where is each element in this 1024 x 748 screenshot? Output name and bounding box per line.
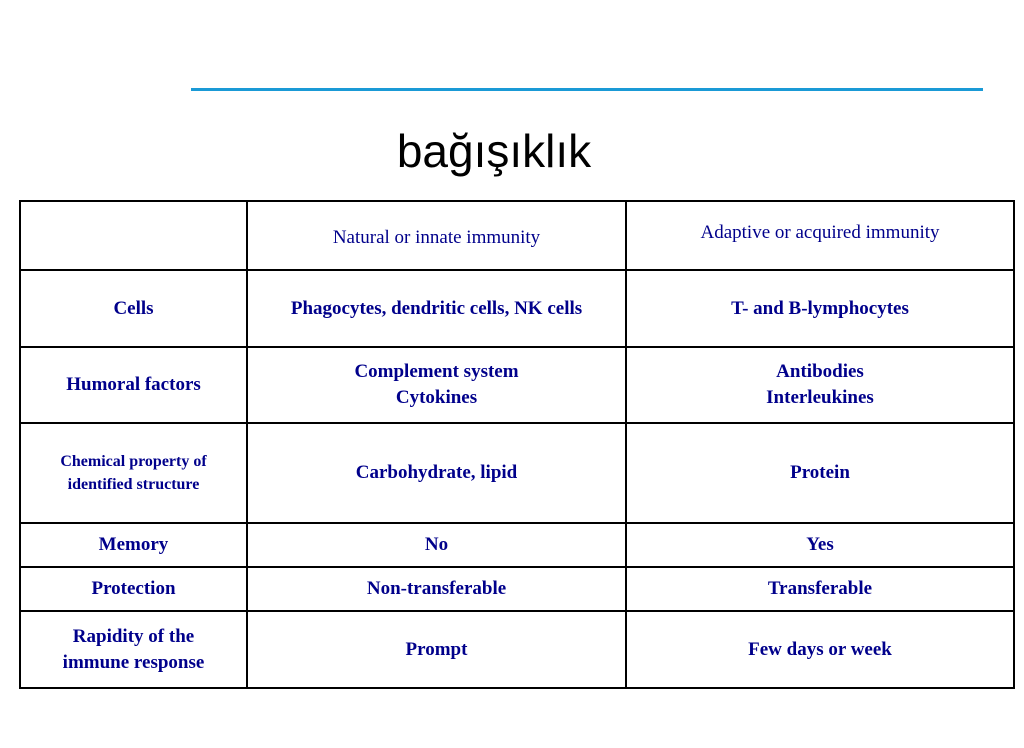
table-header-row [20, 201, 1014, 270]
header-cell-empty [20, 201, 247, 270]
table-row [20, 347, 1014, 423]
row-label: Protection [20, 567, 247, 611]
adaptive-cell: Transferable [626, 567, 1014, 611]
title-accent-line [191, 88, 983, 91]
row-label: Cells [20, 270, 247, 347]
adaptive-cell: Antibodies Interleukines [626, 347, 1014, 423]
table-row [20, 611, 1014, 688]
adaptive-cell: T- and B-lymphocytes [626, 270, 1014, 347]
adaptive-cell: Few days or week [626, 611, 1014, 688]
innate-cell: Phagocytes, dendritic cells, NK cells [247, 270, 626, 347]
innate-cell: No [247, 523, 626, 567]
innate-cell: Prompt [247, 611, 626, 688]
adaptive-cell: Yes [626, 523, 1014, 567]
row-label: Rapidity of the immune response [20, 611, 247, 688]
innate-cell: Carbohydrate, lipid [247, 423, 626, 523]
immunity-comparison-table [19, 200, 1015, 689]
slide-title-text: bağışıklık [396, 125, 592, 177]
slide-title [0, 123, 1024, 179]
table-row [20, 270, 1014, 347]
table-row [20, 423, 1014, 523]
table-row [20, 567, 1014, 611]
innate-cell: Complement system Cytokines [247, 347, 626, 423]
row-label: Chemical property of identified structure [20, 423, 247, 523]
row-label: Humoral factors [20, 347, 247, 423]
innate-cell: Non-transferable [247, 567, 626, 611]
adaptive-cell: Protein [626, 423, 1014, 523]
table-row [20, 523, 1014, 567]
row-label: Memory [20, 523, 247, 567]
header-cell-innate: Natural or innate immunity [247, 201, 626, 270]
header-cell-adaptive: Adaptive or acquired immunity [626, 201, 1014, 270]
